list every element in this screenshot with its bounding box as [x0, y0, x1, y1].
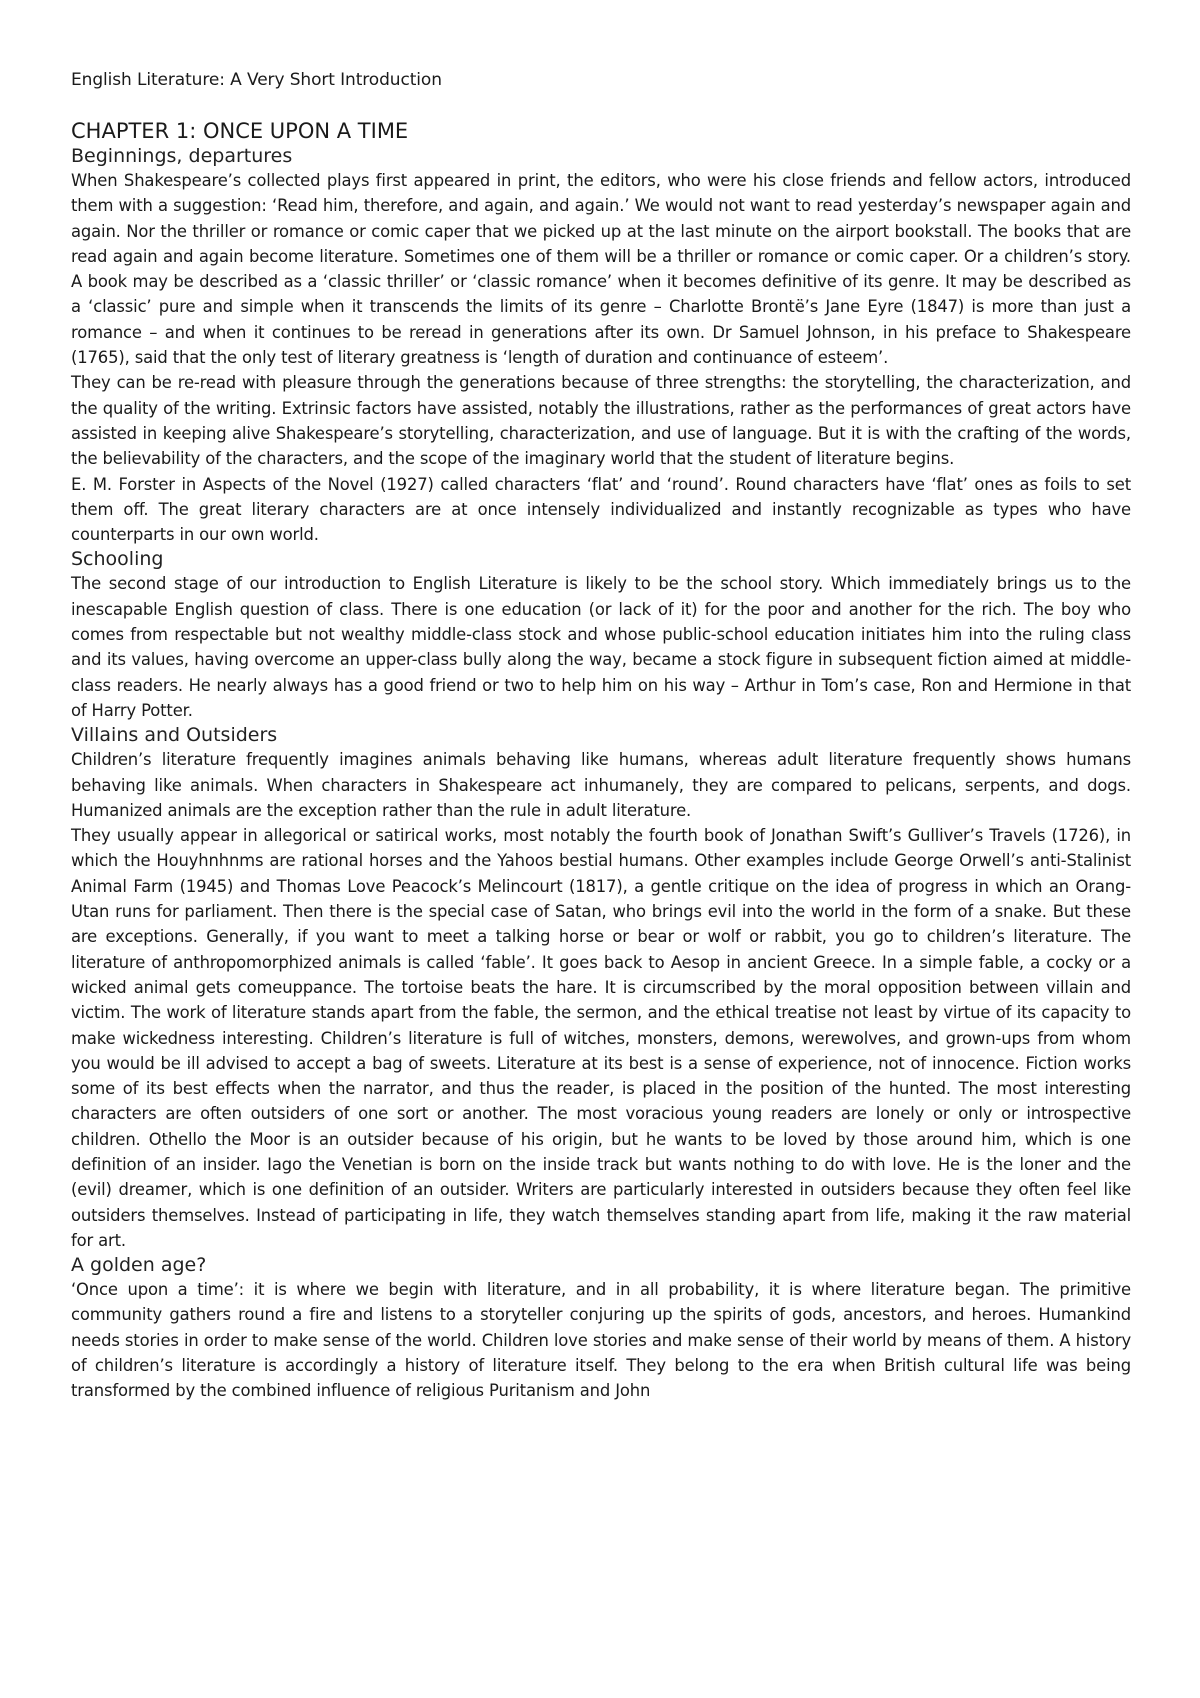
section-schooling [71, 547, 1131, 723]
section-heading: Beginnings, departures [71, 145, 293, 167]
paragraph: Children’s literature frequently imagines animals behaving like humans, whereas adult literature frequently shows humans behaving like animals. When characters in Shakespeare act inhumanely, they are compared to pelicans, serpents, and dogs. Humanized animals are the exception rather than the rule in adult literature. [71, 750, 1131, 820]
paragraph: E. M. Forster in Aspects of the Novel (1927) called characters ‘flat’ and ‘round’. Round characters have ‘flat’ ones as foils to set them off. The great literary characters are at once intensely individualized and instantly recognizable as types who have counterparts in our own world. [71, 474, 1131, 545]
section-villains-outsiders [71, 723, 1131, 1253]
paragraph: When Shakespeare’s collected plays first appeared in print, the editors, who were his close friends and fellow actors, introduced them with a suggestion: ‘Read him, therefore, and again, and again.’ We would not want to read yesterday’s newspaper again and again. Nor the thriller or romance or comic caper that we picked up at the last minute on the airport bookstall. The books that are read again and again become literature. Sometimes one of them will be a thriller or romance or comic caper. Or a children’s story. A book may be described as a ‘classic thriller’ or ‘classic romance’ when it becomes definitive of its genre. It may be described as a ‘classic’ pure and simple when it transcends the limits of its genre – Charlotte Brontë’s Jane Eyre (1847) is more than just a romance – and when it continues to be reread in generations after its own. Dr Samuel Johnson, in his preface to Shakespeare (1765), said that the only test of literary greatness is ‘length of duration and continuance of esteem’. [71, 171, 1131, 368]
section-heading: Schooling [71, 548, 164, 571]
paragraph: They can be re-read with pleasure through the generations because of three strengths: the storytelling, the characterization, and the quality of the writing. Extrinsic factors have assisted, notably the illustrations, rather as the performances of great actors have assisted in keeping alive Shakespeare’s storytelling, characterization, and use of language. But it is with the crafting of the words, the believability of the characters, and the scope of the imaginary world that the student of literature begins. [71, 373, 1131, 469]
document-page [71, 68, 1131, 1404]
document-title: English Literature: A Very Short Introduction [71, 70, 442, 90]
section-heading: A golden age? [71, 1254, 207, 1277]
paragraph: ‘Once upon a time’: it is where we begin with literature, and in all probability, it is where literature began. The primitive community gathers round a fire and listens to a storyteller conjuring up the spirits of gods, ancestors, and heroes. Humankind needs stories in order to make sense of the world. Children love stories and make sense of their world by means of them. A history of children’s literature is accordingly a history of literature itself. They belong to the era when British cultural life was being transformed by the combined influence of religious Puritanism and John [71, 1280, 1131, 1401]
section-heading: Villains and Outsiders [71, 724, 278, 747]
chapter-title: CHAPTER 1: ONCE UPON A TIME [71, 119, 409, 143]
section-beginnings [71, 144, 1131, 547]
paragraph: They usually appear in allegorical or satirical works, most notably the fourth book of Jonathan Swift’s Gulliver’s Travels (1726), in which the Houyhnhnms are rational horses and the Yahoos bestial humans. Other examples include George Orwell’s anti-Stalinist Animal Farm (1945) and Thomas Love Peacock’s Melincourt (1817), a gentle critique on the idea of progress in which an Orang-Utan runs for parliament. Then there is the special case of Satan, who brings evil into the world in the form of a snake. But these are exceptions. Generally, if you want to meet a talking horse or bear or wolf or rabbit, you go to children’s literature. The literature of anthropomorphized animals is called ‘fable’. It goes back to Aesop in ancient Greece. In a simple fable, a cocky or a wicked animal gets comeuppance. The tortoise beats the hare. It is circumscribed by the moral opposition between villain and victim. The work of literature stands apart from the fable, the sermon, and the ethical treatise not least by virtue of its capacity to make wickedness interesting. Children’s literature is full of witches, monsters, demons, werewolves, and grown-ups from whom you would be ill advised to accept a bag of sweets. Literature at its best is a sense of experience, not of innocence. Fiction works some of its best effects when the narrator, and thus the reader, is placed in the position of the hunted. The most interesting characters are often outsiders of one sort or another. The most voracious young readers are lonely or only or introspective children. Othello the Moor is an outsider because of his origin, but he wants to be loved by those around him, which is one definition of an insider. Iago the Venetian is born on the inside track but wants nothing to do with love. He is the loner and the (evil) dreamer, which is one definition of an outsider. Writers are particularly interested in outsiders because they often feel like outsiders themselves. Instead of participating in life, they watch themselves standing apart from life, making it the raw material for art. [71, 826, 1131, 1250]
section-golden-age [71, 1253, 1131, 1403]
paragraph: The second stage of our introduction to English Literature is likely to be the school story. Which immediately brings us to the inescapable English question of class. There is one education (or lack of it) for the poor and another for the rich. The boy who comes from respectable but not wealthy middle-class stock and whose public-school education initiates him into the ruling class and its values, having overcome an upper-class bully along the way, became a stock figure in subsequent fiction aimed at middle-class readers. He nearly always has a good friend or two to help him on his way – Arthur in Tom’s case, Ron and Hermione in that of Harry Potter. [71, 574, 1131, 720]
